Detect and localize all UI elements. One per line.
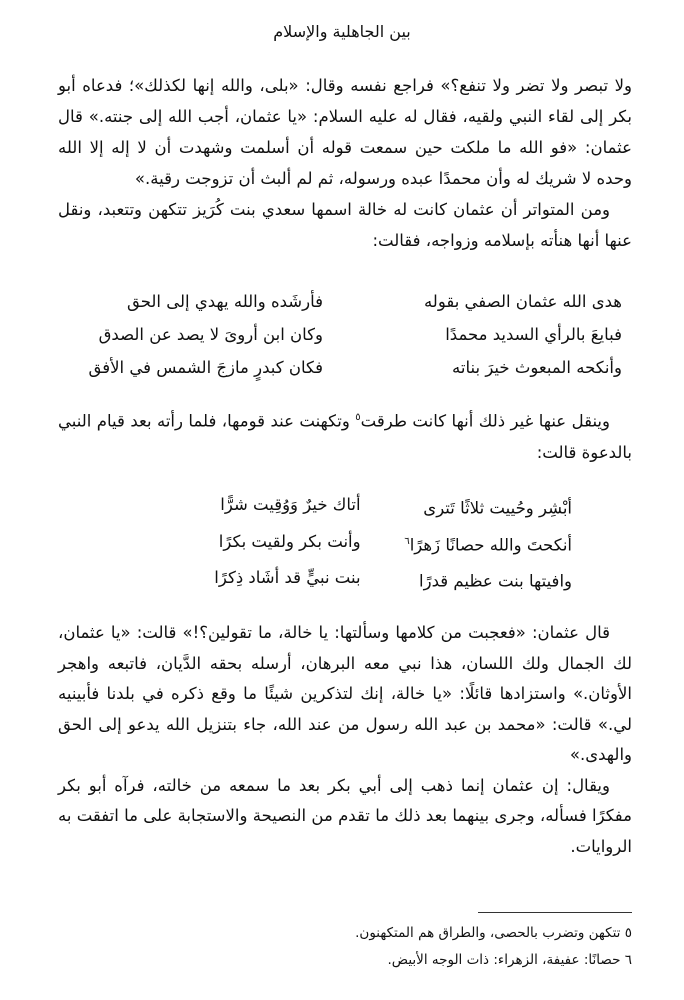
- running-header: بين الجاهلية والإسلام: [273, 22, 411, 41]
- verse-second-hemistich: فكان كبدرٍ مازجَ الشمس في الأفق: [88, 358, 323, 377]
- footnote-reference[interactable]: ٦: [404, 535, 410, 547]
- paragraph: ويقال: إن عثمان إنما ذهب إلى أبي بكر بعد ما سمعه من خالته، فرآه أبو بكر مفكرًا فسأله، وجرى بينهما بعد ذلك ما تقدم من النصيحة والاستجابة على ما اتفقت به الروايات.: [58, 775, 632, 856]
- poem-verse: [58, 285, 632, 318]
- footnote-divider: [478, 912, 632, 913]
- hemistich-text: وافيتها بنت عظيم قدرًا: [419, 571, 572, 591]
- paragraph-text: وتكهنت عند قومها، فلما رأته بعد قيام النبي بالدعوة قالت:: [58, 411, 632, 462]
- verse-second-hemistich: وكان ابن أروىَ لا يصد عن الصدق: [98, 325, 323, 344]
- footnote: ٦ حصانًا: عفيفة، الزهراء: ذات الوجه الأبيض.: [387, 952, 632, 968]
- verse-second-hemistich: بنت نبيٍّ قد أشَاد ذِكرًا: [214, 568, 361, 587]
- verse-second-hemistich: وأنت بكر ولقيت بكرًا: [218, 531, 361, 551]
- paragraph-text: وينقل عنها غير ذلك أنها كانت طرقت: [360, 411, 610, 431]
- paragraph: [58, 402, 632, 468]
- poem-verse: [58, 561, 632, 598]
- verse-first-hemistich: وأنكحه المبعوث خيرَ بناته: [452, 358, 622, 377]
- poem-saadi-prophecy: [58, 488, 632, 598]
- paragraph: قال عثمان: «فعجبت من كلامها وسألتها: يا خالة، ما تقولين؟!» قالت: «يا عثمان، لك الجمال ولك اللسان، هذا نبي معه البرهان، أرسله بحقه الدَّيان، فاتبعه واهجر الأوثان.» واستزادها قائلًا: «يا خالة، إنك لتذكرين شيئًا ما وقع ذكره في بلدنا فأبينيه لي.» قالت: «محمد بن عبد الله رسول من عند الله، جاء بتنزيل الله يدعو إلى الحق والهدى.»: [58, 623, 632, 764]
- paragraph: ولا تبصر ولا تضر ولا تنفع؟» فراجع نفسه وقال: «بلى، والله إنها لكذلك»؛ فدعاه أبو بكر إلى لقاء النبي ولقيه، فقال له عليه السلام: «يا عثمان، أجب الله إلى جنته.» قال عثمان: «فو الله ما ملكت حين سمعت قوله أن أسلمت وشهدت أن لا إله إلا الله وحده لا شريك له وأن محمدًا عبده ورسوله، ثم لم ألبث أن تزوجت رقية.»: [58, 76, 632, 188]
- opening-text: [58, 70, 632, 256]
- poem-saadi-congratulation: [58, 285, 632, 384]
- hemistich-text: أبْشِر وحُييت ثلاثًا تَترى: [423, 498, 572, 518]
- verse-first-hemistich: [361, 488, 632, 525]
- verse-first-hemistich: [361, 525, 632, 562]
- poem-verse: [58, 351, 632, 384]
- verse-first-hemistich: فبايعَ بالرأي السديد محمدًا: [445, 325, 622, 344]
- paragraph: ومن المتواتر أن عثمان كانت له خالة اسمها سعدي بنت كُرَيز تتكهن وتتعبد، ونقل عنها أنها هنأته بإسلامه وزواجه، فقالت:: [58, 200, 632, 250]
- poem-verse: [58, 488, 632, 525]
- verse-second-hemistich: فأرشَده والله يهدي إلى الحق: [126, 292, 323, 311]
- verse-first-hemistich: هدى الله عثمان الصفي بقوله: [423, 292, 622, 311]
- hemistich-text: أنكحتَ والله حصانًا زَهرًا: [409, 535, 572, 554]
- footnote: ٥ تتكهن وتضرب بالحصى، والطراق هم المتكهنون.: [355, 925, 632, 941]
- footnote-reference[interactable]: ٥: [355, 412, 361, 423]
- poem-verse: [58, 525, 632, 562]
- poem-verse: [58, 318, 632, 351]
- verse-second-hemistich: أتاك خيرٌ وَوُقِيت شرًّا: [220, 495, 361, 514]
- closing-text: [58, 618, 632, 862]
- footnotes: [58, 920, 632, 974]
- verse-first-hemistich: [361, 561, 632, 598]
